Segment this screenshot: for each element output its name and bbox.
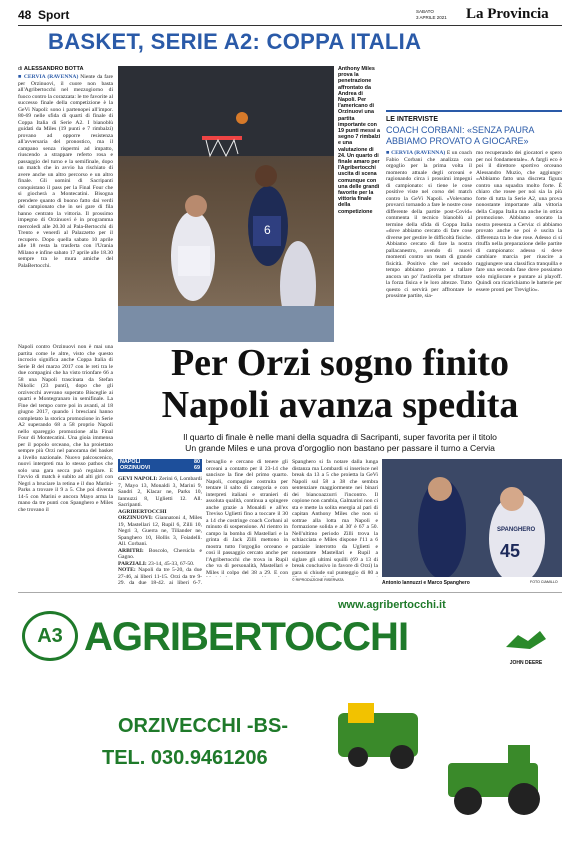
bottom-photo-art (382, 459, 562, 577)
kicker-title: BASKET, SERIE A2: COPPA ITALIA (48, 29, 422, 54)
masthead: La Provincia (466, 6, 549, 22)
deere-logo (500, 625, 552, 666)
score-away-team: ORZINUOVI (120, 465, 150, 472)
box-score: GEVI NAPOLI: Zerini 6, Lombardi 7, Mayo 13, Monaldi 3, Marini 9, Sandri 2, Klacar ne, Parks 10, Iannuzzi 8, Uglietti 12. All. Sacripanti. AGRIBERTOCCHI ORZINUOVI: Giannatoni 4, Miles 19, Mastellari 12, Rupil 6, Zilli 10, Negri 3, Guerra ne, Tiliander ne, Spanghero 10, Hollis 3, Foiadelli. All. Corbani. ARBITRI: Boscolo, Chersicla e Gagno. PARZIALI: 23-14, 45-33, 67-50. NOTE: Napoli da tre 5-20, da due 27-46, ai liberi 11-15. Orzi da tre 9-29, da due 18-42, ai liberi 6-7. (118, 476, 202, 584)
score-home-team: NAPOLI (120, 459, 141, 465)
column-right: Spanghero si fa notare dalla lunga distanza ma Lombardi si inserisce nel break da 13 a 5 che proietta la GeVi Napoli sul 58 a 38 che sembra sentenziare maggiormente nei binari dei biancoazzurri l'incontro. Il copione non cambia, Galmarini non ci sta e mette la solita energia al pari di capitan Anthony Miles che non si sottrae alla lotta ma Napoli e formazione solida e al 30' è 67 a 50. Nell'ultimo periodo Zilli trova la schiacciata e Miles dispone l'11 a 6 parziale interrotto da Uglietti e nonostante Mastellari e Rupil a siglare gli ultimi squilli (69 a 13 di break conclusivo in favore di Orzi) la gara si chiude sul punteggio di 80 a (292, 459, 378, 576)
ad-town: ORZIVECCHI -BS- (118, 715, 288, 737)
page-header (18, 6, 562, 24)
header-rule (18, 25, 562, 26)
subheadline (118, 432, 562, 454)
tractor-images (328, 693, 558, 823)
date-day: SABATO (416, 9, 434, 14)
deere-text: JOHN DEERE (509, 660, 543, 666)
interview-title: COACH CORBANI: «SENZA PAURA ABBIAMO PROVATO A GIOCARE» (386, 125, 534, 146)
ad-logo-badge (22, 611, 78, 661)
score-home-value: 80 (194, 459, 200, 465)
lead-column (18, 74, 113, 342)
svg-text:45: 45 (500, 541, 521, 561)
bottom-photo (382, 459, 562, 577)
scoreboard (118, 459, 202, 472)
interview-col1: ■ CERVIA (RAVENNA) È un coach Fabio Corbani che analizza con orgoglio per la prima volta il momento attuale degli orceani e ragionando circa i prossimi impegni di campionato: si tiene le cose positive viste nel corso del match contro la GeVi Napoli. «Volevamo provarci tornando a fare le nostre cose differente della partite post-Covid» commenta il tecnico bianoblù al termine della sfida di Coppa Italia «dove abbiamo cercato di fare cose diverse per gestire le difficoltà fisiche. Abbiamo cercato di fare la nostra pallacanestro, avendo di nuovi momenti contro un team di grande fisicità. Positivo che nel secondo tempo abbiamo provato a tallare ancora un po' l'asticella per sfruttare la forza fisica e le loro altezze. Tutto questo ci servirà per affrontare le prossime partite, sia- (386, 150, 472, 299)
ad-phone: TEL. 030.9461206 (102, 747, 268, 769)
ad-logo-text: A3 (37, 625, 63, 647)
byline-author: ALESSANDRO BOTTA (23, 66, 84, 72)
column-2: Napoli contro Orzinuovi non è mai una partita come le altre, visto che questo incrocio significa anche Coppa Italia di Serie B del marzo 2017 con le reti tra le due compagini che ha visto trionfare 66 a 58 una Napoli trascinata da Stefan Nikolic (23 punti), dopo che gli orzivecchi avevano superato Bisceglie ai quarti e Montegranaro in semifinale. La Fine del tempo corre poi in avanti, al 18 giugno 2017, quando i bresciani hanno completato la storica promozione in Serie A2 superando 68 a 58 proprio Napoli nello spareggio promozione alla Final Four di Montecatini. Una gioia immensa per il popolo orceano, che ha proiettato sempre più Orzi nel panorama del basket a livello nazionale. Nuovo palcoscenico, nuovi interpreti ma lo stesso pathos che solo una gara secca può regalare. E l'avvio di match è subito ad alti giri con Negri a bruciare la retina e il duo Marini-Parks a trovare il 9 a 5. Che poi diventa 14-5 con Marini e ancora Mayo arma la mano da tre punti con Spanghero e Miles che trovano il (18, 344, 113, 513)
byline-prefix: di (18, 66, 23, 72)
subheadline-line2: Un grande Miles e una prova d'orgoglio non bastano per passare il turno a Cervia (185, 443, 495, 453)
page-number: 48 (18, 8, 32, 22)
subheadline-line1: Il quarto di finale è nelle mani della squadra di Sacripanti, super favorita per il titolo (183, 432, 497, 442)
photo-side-caption: Anthony Miles prova la penetrazione affrontato da Andrea di Napoli. Per l'americano di Orzinuovi una partita importante con 19 punti messi a segno 7 rimbalzi e una valutazione di 24. Un quarto di finale amaro per l'Agribertocchi uscita di scena comunque con una delle grandi favorite per la vittoria finale della competizione (338, 66, 381, 215)
score-away-value: 69 (194, 465, 200, 472)
svg-text:SPANGHERO: SPANGHERO (497, 527, 536, 533)
interview-box (386, 110, 562, 342)
ad-brand: AGRIBERTOCCHI (84, 615, 409, 659)
date-full: 3 APRILE 2021 (416, 15, 447, 20)
column-mid: bersaglio e cercano di tenere gli orceani a contatto per il 23-14 che sancisce la fine del primo quarto. Napoli, compagine costruita per tentare il salto di categoria e con interpreti italiani e stranieri di assoluta qualità, continua a spingere anche grazie a Monaldi e all'ex Treviso Uglietti fino a toccare il 30 a 14 che costringe coach Corbani al minuto di sospensione. Al rientro in campo la bomba di Mastellari e la grinta di Jack Zilli mettono in mostra tutto l'orgoglio orceano e così il passaggio cercato anche per l'Agribertocchi che trova in Rupil che va di personalità, Mastellari e Miles il colpo del 38 a 29. E con (206, 459, 288, 576)
headline-line2: Napoli avanza spedita (161, 384, 519, 426)
credit-mid: © RIPRODUZIONE RISERVATA (292, 578, 344, 582)
svg-text:6: 6 (264, 223, 271, 237)
interview-col2: mo recuperando dei giocatori e spero per noi fondamentale». A fargli eco è poi il direttore sportivo orceano Alessandro Muzio, che aggiunge: «Abbiamo fatto una discreta figura contro una squadra molto forte. È chiaro che rosee per noi sia la più forte di tutta la Serie A2, una prova nonostante importante alla vittoria della Coppa Italia ma anche in ottica promozione. Abbiamo onorato la nostra presenza a Cervia: ci abbiamo provato anche se poi è uscita la differenza tra le due rose. Adesso ci si rituffa nella preparazione delle partite di campionato: adesso si deve cambiare marcia per riuscire a raggiungere una classifica tranquilla e fare una seconda fase dove possiamo solo migliorare e puntare ai playoff. Quindi ora ricarichiamo le batterie per essere pronti per Treviglio». (476, 150, 562, 293)
bottom-photo-caption: Antonio Iannuzzi e Marco Spanghero (382, 580, 470, 586)
section-label: Sport (38, 8, 70, 22)
bottom-photo-credit: FOTO CIAMILLO (530, 580, 558, 584)
deer-icon (500, 625, 552, 655)
byline (18, 66, 83, 72)
main-photo-art (118, 66, 334, 342)
lead-dateline: ■ CERVIA (RAVENNA) (18, 74, 79, 80)
ad-url: www.agribertocchi.it (338, 599, 446, 611)
headline (118, 342, 562, 426)
headline-line1: Per Orzi sogno finito (170, 342, 510, 384)
lead-text: Niente da fare per Orzinuovi, il cuore non basta all'Agribertocchi nel mezzogiorno di fuoco contro la corazzata: le tre favorite al successo finale della competizione è la GeVi Napoli: sono i partenopei all'impor. 80-69 nelle sfida di quarti di finale di Coppa Italia di Serie A2. I bianoblù guidati da Miles (19 punti e 7 rimbalzi) provano ad opporre resistenza all'avversaria del pronostico, ma il campano senza rispermi ad impatto, riuscendo a strappare referto rosa e passaggio del turno e la semifinale, dopo un match che in avvio ha rischiato di avere anche un altro percorso e un altro finale. Gli uomini di Sacripanti conquistano il pass per la Final Four che si giocherà a Montecatini. Bisogna prendere quanto di buono fatto dai verdi del campionato che in sei gare di fila hanno centrato la vittoria. Il prossimo impegno di Orzinuovi è in programma mercoledì alle 20.30 al Pala-Bertocchi di Trento e venerdì al Palazzetto per il recupero. Dopo quella sabato 10 aprile alle 18 resta la trasferta con l'Urania Milano e infine sabato 17 aprile alle 18.30 sempre tra le mura amiche del PalaBertocchi. (18, 74, 113, 269)
advert (18, 592, 562, 834)
interview-kicker: LE INTERVISTE (386, 116, 438, 123)
main-photo (118, 66, 334, 342)
